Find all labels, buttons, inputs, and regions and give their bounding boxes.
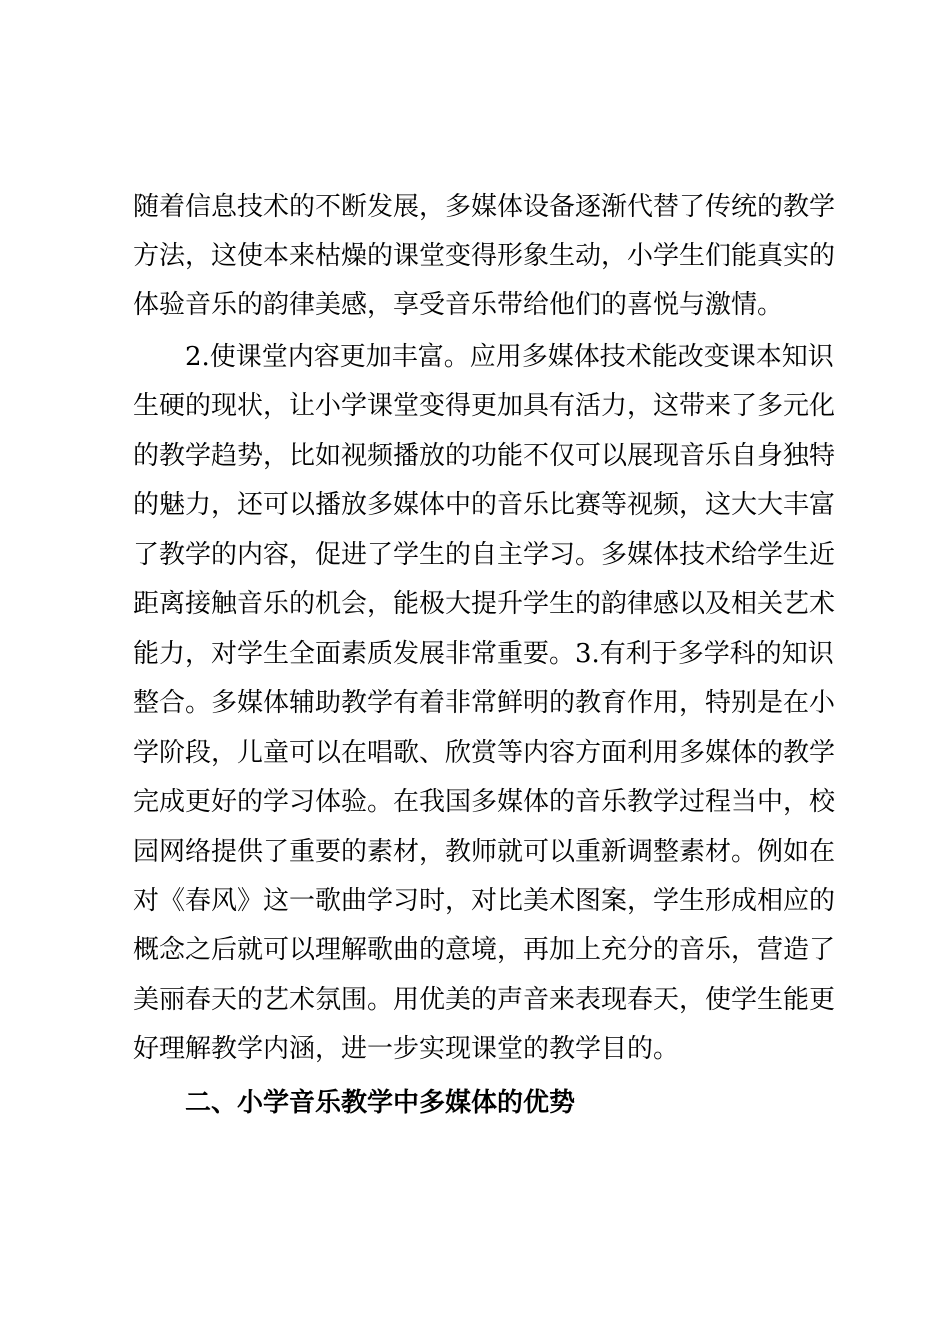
paragraph-line: 对《春风》这一歌曲学习时，对比美术图案，学生形成相应的 [133, 886, 836, 916]
paragraph-line: 学阶段，儿童可以在唱歌、欣赏等内容方面利用多媒体的教学 [133, 738, 836, 768]
paragraph-line: 完成更好的学习体验。在我国多媒体的音乐教学过程当中，校 [133, 787, 836, 817]
paragraph-line: 好理解教学内涵，进一步实现课堂的教学目的。 [133, 1034, 680, 1064]
paragraph-line: 园网络提供了重要的素材，教师就可以重新调整素材。例如在 [133, 837, 836, 867]
paragraph-line: 随着信息技术的不断发展，多媒体设备逐渐代替了传统的教学 [133, 192, 836, 222]
paragraph-line: 能力，对学生全面素质发展非常重要。3.有利于多学科的知识 [133, 639, 834, 669]
paragraph-line: 的教学趋势，比如视频播放的功能不仅可以展现音乐自身独特 [133, 441, 836, 471]
section-heading: 二、小学音乐教学中多媒体的优势 [185, 1088, 576, 1118]
paragraph-line: 美丽春天的艺术氛围。用优美的声音来表现春天，使学生能更 [133, 985, 836, 1015]
paragraph-line: 方法，这使本来枯燥的课堂变得形象生动，小学生们能真实的 [133, 241, 836, 271]
paragraph-line: 距离接触音乐的机会，能极大提升学生的韵律感以及相关艺术 [133, 589, 836, 619]
paragraph-line: 的魅力，还可以播放多媒体中的音乐比赛等视频，这大大丰富 [133, 490, 836, 520]
paragraph-line: 体验音乐的韵律美感，享受音乐带给他们的喜悦与激情。 [133, 290, 784, 320]
paragraph-line: 整合。多媒体辅助教学有着非常鲜明的教育作用，特别是在小 [133, 688, 836, 718]
paragraph-line: 了教学的内容，促进了学生的自主学习。多媒体技术给学生近 [133, 540, 836, 570]
paragraph-line: 概念之后就可以理解歌曲的意境，再加上充分的音乐，营造了 [133, 935, 836, 965]
paragraph-line: 2.使课堂内容更加丰富。应用多媒体技术能改变课本知识 [185, 342, 834, 372]
paragraph-line: 生硬的现状，让小学课堂变得更加具有活力，这带来了多元化 [133, 391, 836, 421]
